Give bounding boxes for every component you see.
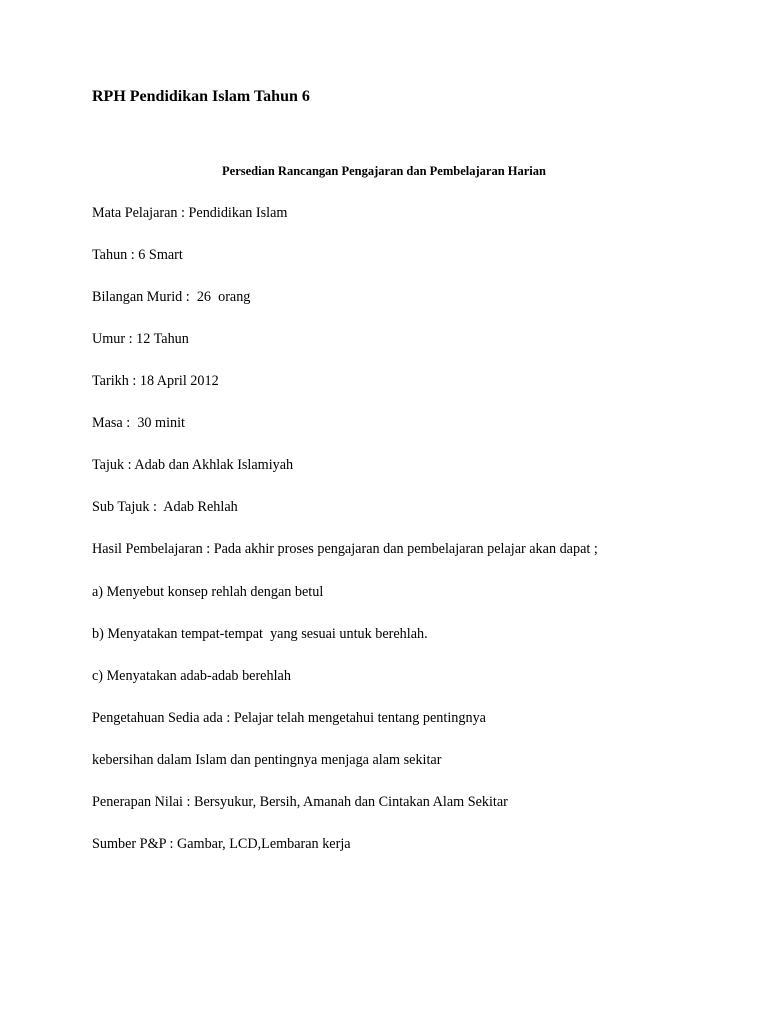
field-masa: Masa : 30 minit bbox=[92, 415, 186, 431]
document-subtitle: Persedian Rancangan Pengajaran dan Pembelajaran Harian bbox=[222, 164, 546, 178]
field-pengetahuan-sedia-ada-continued: kebersihan dalam Islam dan pentingnya menjaga alam sekitar bbox=[92, 752, 442, 768]
objective-c: c) Menyatakan adab-adab berehlah bbox=[92, 668, 291, 684]
objective-b: b) Menyatakan tempat-tempat yang sesuai untuk berehlah. bbox=[92, 626, 428, 642]
field-tahun: Tahun : 6 Smart bbox=[92, 247, 183, 263]
field-penerapan-nilai: Penerapan Nilai : Bersyukur, Bersih, Amanah dan Cintakan Alam Sekitar bbox=[92, 794, 508, 810]
field-sumber-pp: Sumber P&P : Gambar, LCD,Lembaran kerja bbox=[92, 836, 351, 852]
field-umur: Umur : 12 Tahun bbox=[92, 331, 189, 347]
field-sub-tajuk: Sub Tajuk : Adab Rehlah bbox=[92, 499, 238, 515]
field-bilangan-murid: Bilangan Murid : 26 orang bbox=[92, 289, 251, 305]
field-pengetahuan-sedia-ada: Pengetahuan Sedia ada : Pelajar telah mengetahui tentang pentingnya bbox=[92, 710, 486, 726]
field-tajuk: Tajuk : Adab dan Akhlak Islamiyah bbox=[92, 457, 294, 473]
field-mata-pelajaran: Mata Pelajaran : Pendidikan Islam bbox=[92, 205, 288, 221]
field-tarikh: Tarikh : 18 April 2012 bbox=[92, 373, 219, 389]
objective-a: a) Menyebut konsep rehlah dengan betul bbox=[92, 584, 324, 600]
field-hasil-pembelajaran: Hasil Pembelajaran : Pada akhir proses pengajaran dan pembelajaran pelajar akan dapat ; bbox=[92, 541, 598, 557]
document-title: RPH Pendidikan Islam Tahun 6 bbox=[92, 88, 310, 105]
